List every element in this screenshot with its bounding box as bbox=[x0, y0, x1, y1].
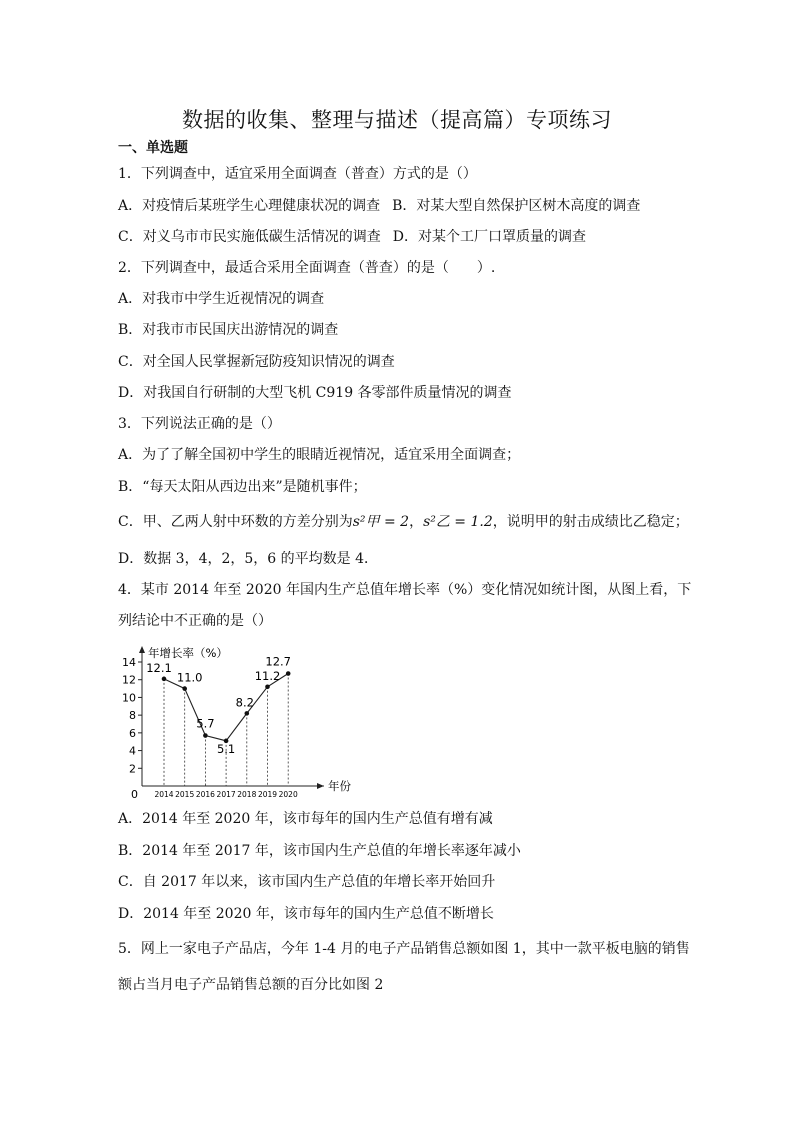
q4-option-c: C．自 2017 年以来，该市国内生产总值的年增长率开始回升 bbox=[118, 874, 496, 890]
x-tick-label: 2016 bbox=[195, 790, 215, 799]
y-tick-label: 8 bbox=[129, 709, 136, 723]
q2-option-d: D．对我国自行研制的大型飞机 C919 各零部件质量情况的调查 bbox=[118, 385, 512, 401]
x-axis-arrow bbox=[317, 783, 324, 789]
data-point bbox=[286, 671, 291, 676]
variance-yi: s²乙 = 1.2 bbox=[423, 514, 493, 530]
y-tick-label: 12 bbox=[122, 673, 136, 687]
y-tick-label: 14 bbox=[122, 656, 136, 669]
q4-option-b: B．2014 年至 2017 年，该市国内生产总值的年增长率逐年减小 bbox=[118, 843, 521, 859]
q4-option-a: A．2014 年至 2020 年，该市每年的国内生产总值有增有减 bbox=[118, 811, 493, 827]
x-axis-title: 年份 bbox=[328, 779, 351, 793]
x-tick-label: 2020 bbox=[278, 790, 298, 799]
data-label: 12.7 bbox=[265, 654, 292, 669]
section-heading: 一、单选题 bbox=[118, 140, 188, 156]
variance-jia: s²甲 = 2 bbox=[352, 514, 410, 530]
q3-option-b: B．“每天太阳从西边出来”是随机事件； bbox=[118, 479, 367, 495]
q3-stem: 3．下列说法正确的是（） bbox=[118, 416, 281, 432]
q3-option-c-separator: ， bbox=[409, 514, 424, 530]
q3-option-a: A．为了了解全国初中学生的眼睛近视情况，适宜采用全面调查； bbox=[118, 447, 521, 463]
origin-label: 0 bbox=[131, 788, 138, 800]
x-tick-label: 2018 bbox=[237, 790, 257, 799]
x-tick-label: 2017 bbox=[216, 790, 236, 799]
q5-stem-line2: 额占当月电子产品销售总额的百分比如图 2 bbox=[118, 977, 384, 993]
data-point bbox=[245, 711, 250, 716]
data-label: 11.0 bbox=[176, 670, 203, 685]
x-tick-label: 2015 bbox=[175, 790, 195, 799]
y-tick-label: 6 bbox=[129, 726, 136, 740]
q5-stem-line1: 5．网上一家电子产品店，今年 1-4 月的电子产品销售总额如图 1，其中一款平板电脑的销售 bbox=[118, 941, 690, 957]
q1-stem: 1．下列调查中，适宜采用全面调查（普查）方式的是（） bbox=[118, 166, 477, 182]
q1-option-b: B．对某大型自然保护区树木高度的调查 bbox=[392, 198, 641, 214]
q2-option-c: C．对全国人民掌握新冠防疫知识情况的调查 bbox=[118, 354, 395, 370]
data-point bbox=[162, 677, 167, 682]
y-tick-label: 2 bbox=[129, 762, 136, 776]
q4-option-d: D．2014 年至 2020 年，该市每年的国内生产总值不断增长 bbox=[118, 906, 494, 922]
y-axis-title: 年增长率（%） bbox=[148, 646, 228, 660]
q1-options-ab bbox=[118, 197, 640, 215]
q3-option-c-conclusion: ，说明甲的射击成绩比乙稳定； bbox=[492, 514, 689, 530]
q3-option-c bbox=[118, 513, 689, 531]
q1-option-d: D．对某个工厂口罩质量的调查 bbox=[392, 229, 586, 245]
q3-option-c-text: C．甲、乙两人射中环数的方差分别为 bbox=[118, 514, 353, 530]
q4-stem-line1: 4．某市 2014 年至 2020 年国内生产总值年增长率（%）变化情况如统计图，从图上看，下 bbox=[118, 582, 692, 598]
q2-option-b: B．对我市市民国庆出游情况的调查 bbox=[118, 322, 339, 338]
q2-stem: 2．下列调查中，最适合采用全面调查（普查）的是（ ）. bbox=[118, 260, 496, 276]
q1-option-c: C．对义乌市市民实施低碳生活情况的调查 bbox=[118, 229, 381, 245]
q2-option-a: A．对我市中学生近视情况的调查 bbox=[118, 291, 325, 307]
q1-option-a: A．对疫情后某班学生心理健康状况的调查 bbox=[118, 198, 381, 214]
data-label: 12.1 bbox=[146, 660, 172, 675]
y-tick-label: 4 bbox=[129, 744, 136, 758]
q1-options-cd bbox=[118, 228, 586, 246]
q4-stem-line2: 列结论中不正确的是（） bbox=[118, 613, 272, 629]
growth-rate-line-chart bbox=[118, 640, 358, 800]
page-title: 数据的收集、整理与描述（提高篇）专项练习 bbox=[182, 108, 612, 132]
data-label: 5.1 bbox=[216, 741, 236, 756]
data-label: 5.7 bbox=[196, 716, 215, 731]
x-tick-label: 2019 bbox=[257, 790, 278, 799]
data-point bbox=[182, 686, 187, 691]
y-tick-label: 10 bbox=[122, 691, 136, 705]
data-label: 8.2 bbox=[235, 695, 254, 710]
data-point bbox=[203, 733, 208, 738]
y-axis-arrow bbox=[139, 646, 145, 653]
data-point bbox=[265, 685, 270, 690]
data-label: 11.2 bbox=[254, 668, 281, 683]
x-tick-label: 2014 bbox=[154, 790, 174, 799]
q3-option-d: D．数据 3，4，2，5，6 的平均数是 4． bbox=[118, 551, 379, 567]
